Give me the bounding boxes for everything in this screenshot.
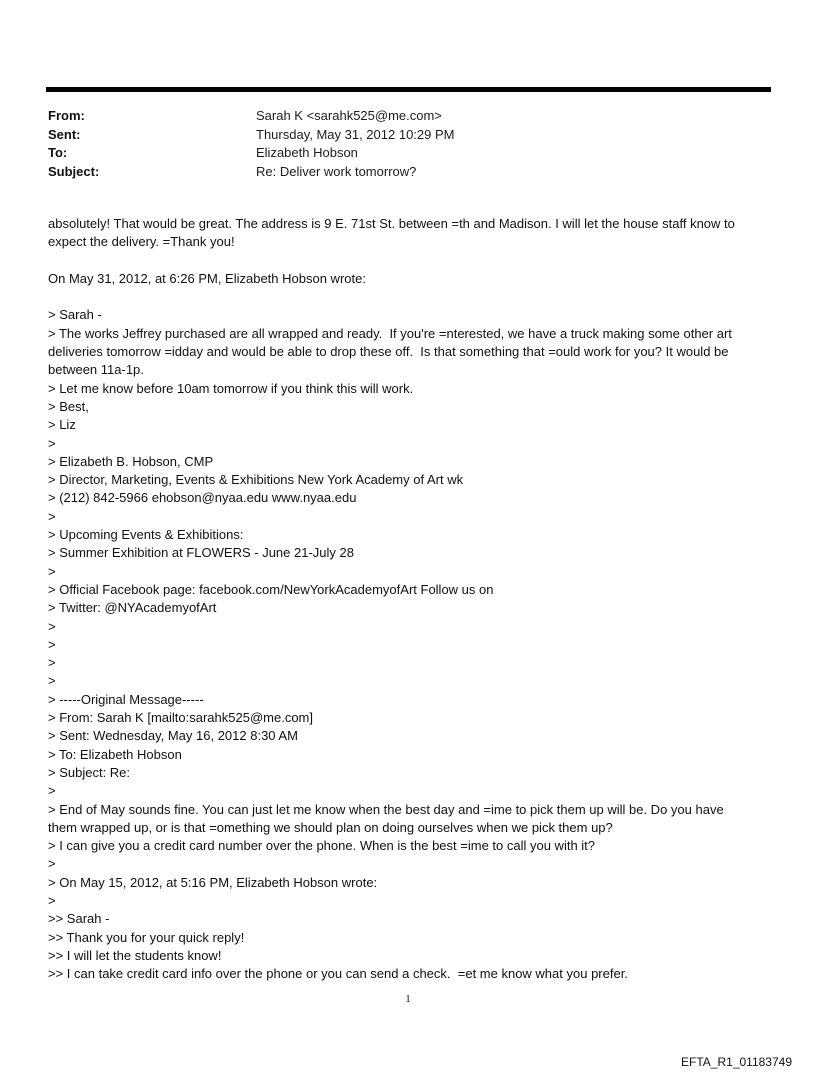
quoted-line: > Sarah - — [48, 307, 102, 323]
body-line: On May 31, 2012, at 6:26 PM, Elizabeth Hobson wrote: — [48, 270, 366, 286]
quoted-line: > (212) 842-5966 ehobson@nyaa.edu www.nyaa.edu — [48, 490, 357, 506]
quoted-line: >> Thank you for your quick reply! — [48, 929, 245, 945]
quoted-line: > — [48, 618, 56, 634]
quoted-line: > — [48, 563, 56, 579]
from-label: From: — [48, 108, 85, 123]
quoted-line: > Let me know before 10am tomorrow if you think this will work. — [48, 380, 414, 396]
from-value: Sarah K <sarahk525@me.com> — [256, 108, 442, 123]
subject-row — [48, 163, 748, 182]
quoted-line: > End of May sounds fine. You can just let me know when the best day and =ime to pick them up will be. Do you have — [48, 801, 724, 817]
email-body — [48, 215, 770, 983]
quoted-line: >> I will let the students know! — [48, 947, 222, 963]
quoted-line: > — [48, 856, 56, 872]
quoted-line: > — [48, 435, 56, 451]
to-row — [48, 144, 748, 163]
sent-label: Sent: — [48, 126, 81, 142]
quoted-line: > — [48, 508, 56, 524]
quoted-line: > The works Jeffrey purchased are all wrapped and ready. If you're =nterested, we have a truck making some other art — [48, 325, 732, 341]
quoted-line: >> Sarah - — [48, 911, 110, 927]
quoted-line: > To: Elizabeth Hobson — [48, 746, 182, 762]
quoted-line: them wrapped up, or is that =omething we should plan on doing ourselves when we pick them up? — [48, 819, 613, 835]
sent-value: Thursday, May 31, 2012 10:29 PM — [256, 126, 455, 142]
quoted-line: > — [48, 783, 56, 799]
quoted-line: > Sent: Wednesday, May 16, 2012 8:30 AM — [48, 728, 298, 744]
body-line: expect the delivery. =Thank you! — [48, 234, 235, 250]
quoted-line: > — [48, 655, 56, 671]
document-id: EFTA_R1_01183749 — [681, 1055, 792, 1069]
quoted-line: > — [48, 892, 56, 908]
sent-row — [48, 126, 748, 145]
email-header — [48, 107, 748, 181]
from-row — [48, 107, 748, 126]
quoted-line: between 11a-1p. — [48, 362, 144, 378]
quoted-line: > Liz — [48, 417, 76, 433]
quoted-line: > Summer Exhibition at FLOWERS - June 21-July 28 — [48, 545, 354, 561]
quoted-line: > I can give you a credit card number over the phone. When is the best =ime to call you with it? — [48, 838, 596, 854]
quoted-line: > Twitter: @NYAcademyofArt — [48, 600, 217, 616]
quoted-line: > From: Sarah K [mailto:sarahk525@me.com] — [48, 710, 313, 726]
quoted-line: > Upcoming Events & Exhibitions: — [48, 527, 244, 543]
header-divider — [46, 87, 771, 92]
blank-line — [48, 252, 770, 270]
quoted-line: > — [48, 673, 56, 689]
quoted-line: > -----Original Message----- — [48, 691, 204, 707]
subject-label: Subject: — [48, 163, 100, 179]
quoted-line: > — [48, 636, 56, 652]
quoted-line: > Official Facebook page: facebook.com/NewYorkAcademyofArt Follow us on — [48, 581, 494, 597]
quoted-line: > Best, — [48, 398, 89, 414]
blank-line — [48, 288, 770, 306]
quoted-line: > Subject: Re: — [48, 764, 131, 780]
page-number: 1 — [405, 993, 411, 1005]
quoted-line: >> I can take credit card info over the phone or you can send a check. =et me know what you prefer. — [48, 966, 628, 982]
quoted-line: > On May 15, 2012, at 5:16 PM, Elizabeth Hobson wrote: — [48, 874, 378, 890]
quoted-line: > Elizabeth B. Hobson, CMP — [48, 453, 214, 469]
subject-value: Re: Deliver work tomorrow? — [256, 163, 417, 179]
quoted-line: deliveries tomorrow =idday and would be able to drop these off. Is that something that =ould work for you? It would be — [48, 344, 729, 360]
body-line: absolutely! That would be great. The address is 9 E. 71st St. between =th and Madison. I will let the house staff know to — [48, 216, 735, 231]
quoted-line: > Director, Marketing, Events & Exhibitions New York Academy of Art wk — [48, 472, 464, 488]
to-value: Elizabeth Hobson — [256, 145, 358, 160]
to-label: To: — [48, 145, 68, 160]
